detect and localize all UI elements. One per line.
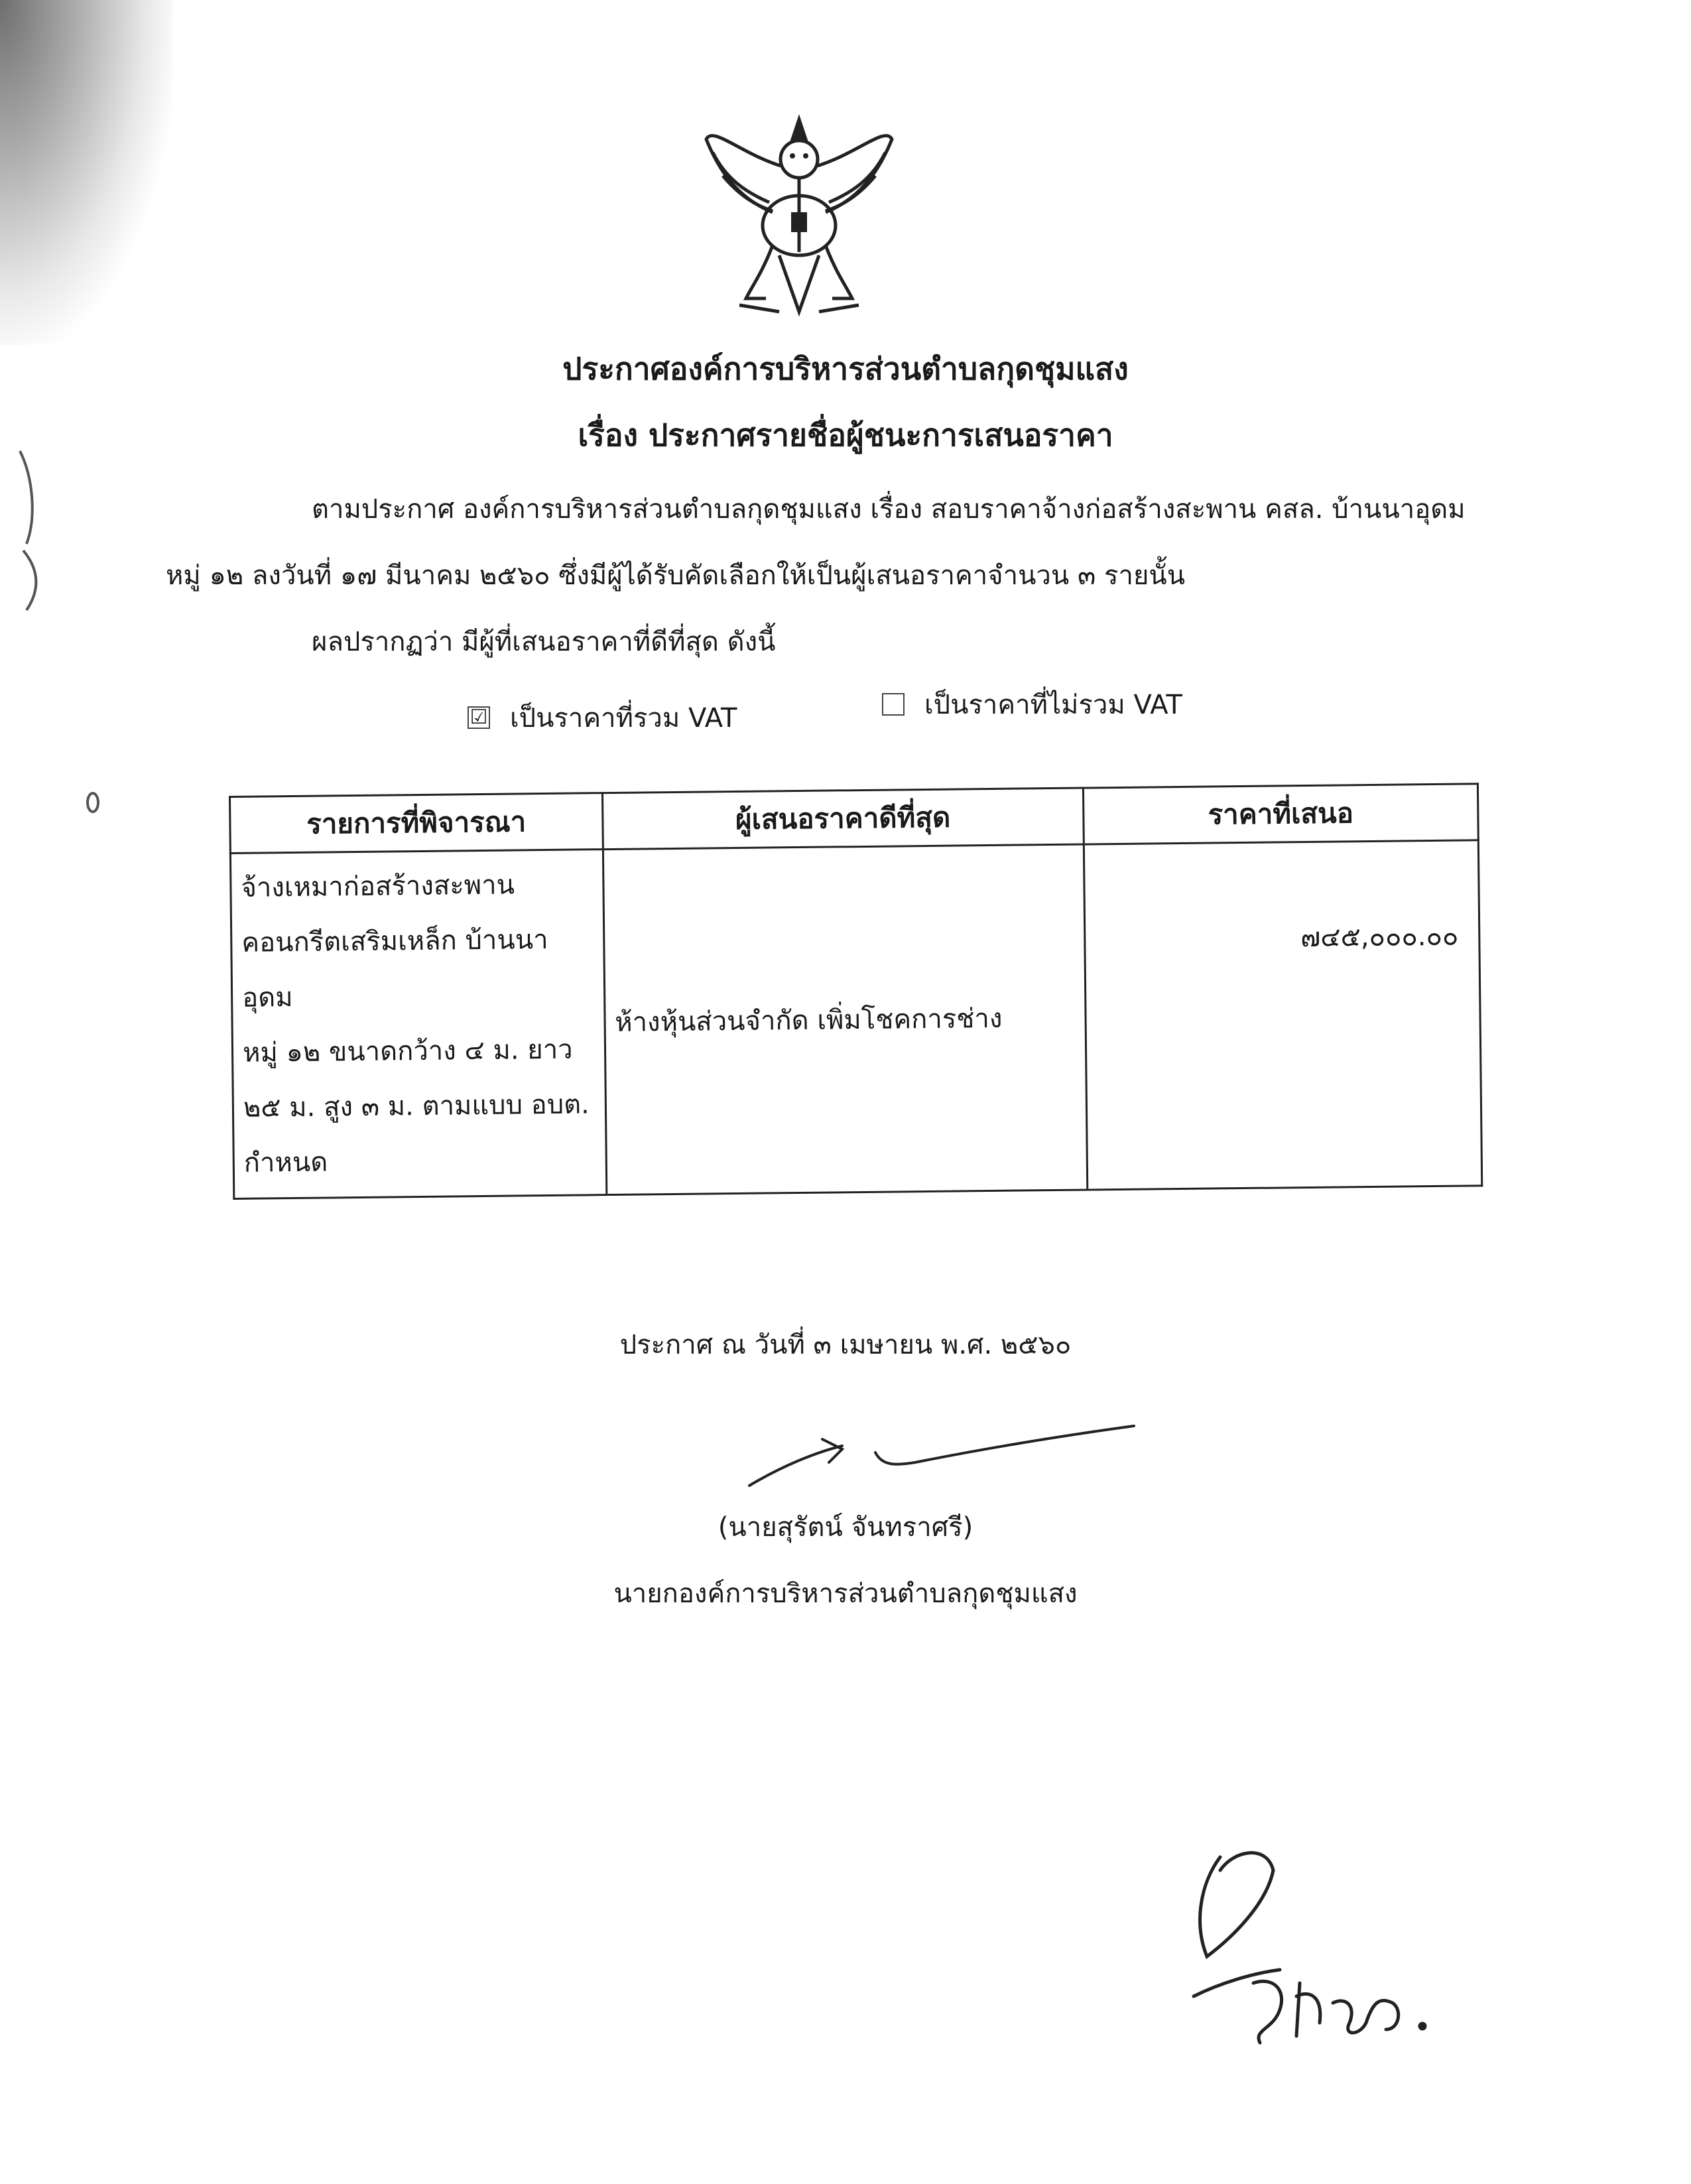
item-line: จ้างเหมาก่อสร้างสะพาน — [241, 869, 515, 903]
announcement-title: ประกาศองค์การบริหารส่วนตำบลกุดชุมแสง — [562, 351, 1129, 387]
announcement-subject: เรื่อง ประกาศรายชื่อผู้ชนะการเสนอราคา — [578, 417, 1113, 453]
header-winner: ผู้เสนอราคาดีที่สุด — [602, 788, 1084, 850]
body-line-3: ผลปรากฏว่า มีผู้ที่เสนอราคาที่ดีที่สุด ดังนี้ — [312, 627, 776, 657]
header-item: รายการที่พิจารณา — [230, 793, 603, 854]
item-line: ๒๕ ม. สูง ๓ ม. ตามแบบ อบต. — [243, 1089, 590, 1124]
winner-cell: ห้างหุ้นส่วนจำกัด เพิ่มโชคการช่าง — [603, 844, 1088, 1195]
item-line: คอนกรีตเสริมเหล็ก บ้านนาอุดม — [241, 924, 548, 1013]
signer-title: นายกองค์การบริหารส่วนตำบลกุดชุมแสง — [613, 1578, 1078, 1609]
item-line: หมู่ ๑๒ ขนาดกว้าง ๔ ม. ยาว — [242, 1034, 573, 1068]
body-line-2: หมู่ ๑๒ ลงวันที่ ๑๗ มีนาคม ๒๕๖๐ ซึ่งมีผู้ได้รับคัดเลือกให้เป็นผู้เสนอราคาจำนวน ๓ รายนั้น — [166, 560, 1186, 591]
vat-included-label: เป็นราคาที่รวม VAT — [510, 703, 737, 734]
body-line-1: ตามประกาศ องค์การบริหารส่วนตำบลกุดชุมแสง เรื่อง สอบราคาจ้างก่อสร้างสะพาน คสล. บ้านนาอุดม — [312, 494, 1466, 525]
announcement-date: ประกาศ ณ วันที่ ๓ เมษายน พ.ศ. ๒๕๖๐ — [619, 1330, 1072, 1360]
header-price: ราคาที่เสนอ — [1083, 784, 1478, 844]
checked-checkbox-icon: ☑ — [468, 706, 490, 729]
signer-name: (นายสุรัตน์ จันทราศรี) — [718, 1512, 973, 1543]
vat-excluded-label: เป็นราคาที่ไม่รวม VAT — [924, 690, 1182, 720]
price-cell: ๗๔๕,๐๐๐.๐๐ — [1084, 840, 1482, 1190]
item-line: กำหนด — [243, 1147, 328, 1179]
